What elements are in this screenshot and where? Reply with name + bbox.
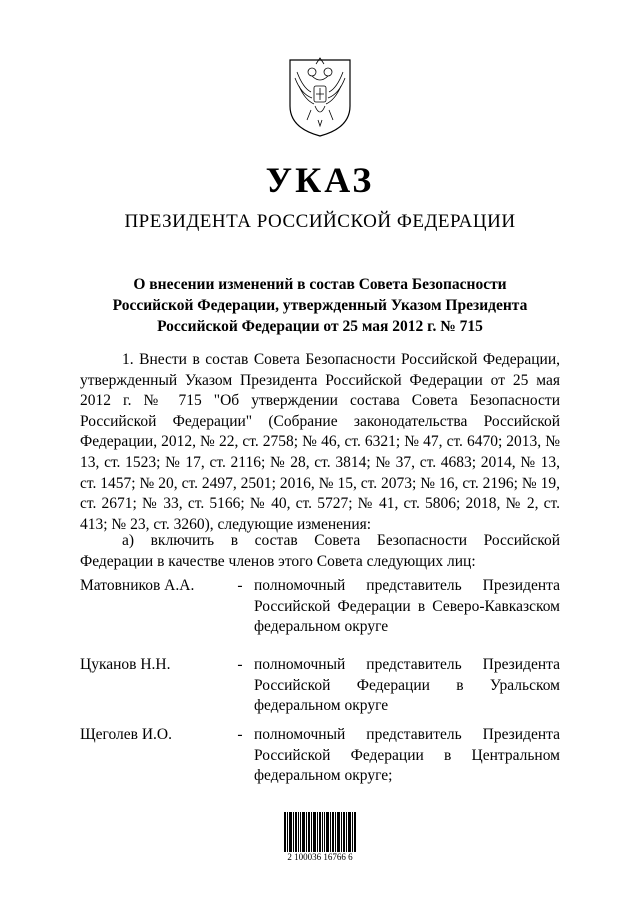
member-description: полномочный представитель Президента Российской Федерации в Северо-Кавказском федеральном округе bbox=[254, 577, 560, 636]
member-dash: - bbox=[237, 656, 243, 673]
barcode-number: 2 100036 16766 6 bbox=[287, 852, 353, 862]
member-description: полномочный представитель Президента Российской Федерации в Уральском федеральном округе bbox=[254, 656, 560, 715]
member-name: Цуканов Н.Н. bbox=[80, 656, 171, 673]
document-subtitle: ПРЕЗИДЕНТА РОССИЙСКОЙ ФЕДЕРАЦИИ bbox=[124, 211, 516, 232]
coat-of-arms-icon bbox=[285, 48, 355, 138]
document-title: УКАЗ bbox=[265, 160, 375, 200]
member-description: полномочный представитель Президента Российской Федерации в Центральном федеральном округе; bbox=[254, 726, 560, 785]
heading-line-3: Российской Федерации от 25 мая 2012 г. № 715 bbox=[157, 318, 483, 335]
member-dash: - bbox=[237, 726, 243, 743]
paragraph-1: 1. Внести в состав Совета Безопасности Российской Федерации, утвержденный Указом Президента Российской Федерации от 25 мая 2012 г. № 715 "Об утверждении состава Совета Безопасности Российской Федерации" (Собрание законодательства Российской Федерации, 2012, № 22, ст. 2758; № 46, ст. 6321; № 47, ст. 6470; 2013, № 13, ст. 1523; № 17, ст. 2116; № 28, ст. 3814; № 37, ст. 4683; 2014, № 13, ст. 1457; № 20, ст. 2497, 2501; 2016, № 15, ст. 2073; № 16, ст. 2196; № 19, ст. 2671; № 33, ст. 5166; № 40, ст. 5727; № 41, ст. 5806; 2018, № 2, ст. 413; № 23, ст. 3260), следующие изменения: bbox=[80, 351, 560, 533]
barcode-icon bbox=[284, 812, 356, 852]
paragraph-2: а) включить в состав Совета Безопасности Российской Федерации в качестве членов этого Совета следующих лиц: bbox=[80, 532, 560, 570]
member-name: Матовников А.А. bbox=[80, 577, 195, 594]
heading-line-2: Российской Федерации, утвержденный Указом Президента bbox=[112, 297, 528, 314]
member-name: Щеголев И.О. bbox=[80, 726, 172, 743]
heading-line-1: О внесении изменений в состав Совета Безопасности bbox=[133, 276, 507, 293]
member-dash: - bbox=[237, 577, 243, 594]
decree-heading bbox=[80, 274, 560, 337]
